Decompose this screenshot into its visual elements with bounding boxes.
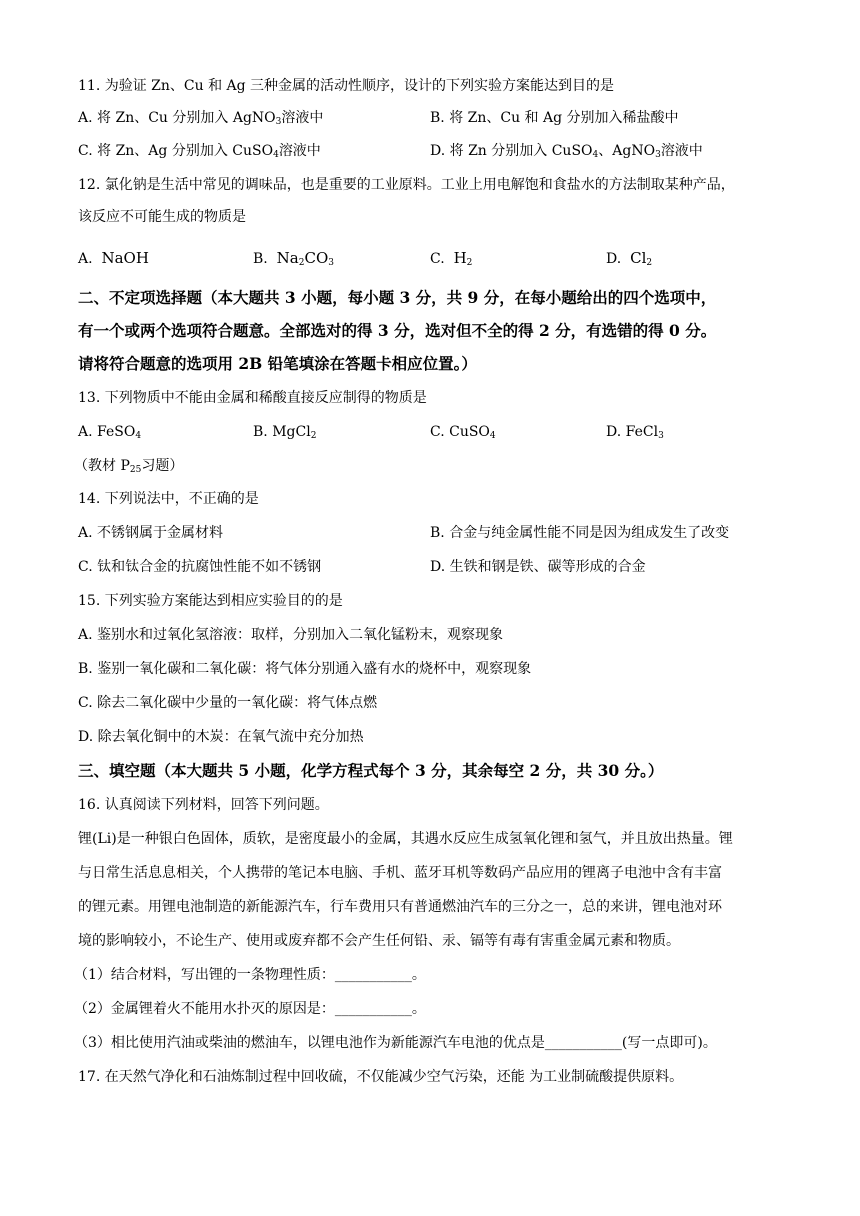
q11-option-a: A. 将 Zn、Cu 分别加入 AgNO$_3$溶液中 <box>78 110 324 127</box>
q15-stem: 15. 下列实验方案能达到相应实验目的的是 <box>78 593 343 609</box>
q12-option-d: D. $Cl_2$ <box>606 249 653 268</box>
q16-subquestion-1: （1）结合材料，写出锂的一条物理性质：___________。 <box>74 967 426 983</box>
q12-option-a: A. NaOH <box>78 249 149 267</box>
q12-stem-line2: 该反应不可能生成的物质是 <box>78 209 246 225</box>
q16-passage-line2: 与日常生活息息相关，个人携带的笔记本电脑、手机、蓝牙耳机等数码产品应用的锂离子电池中含有丰富 <box>78 865 722 881</box>
q12-stem-line1: 12. 氯化钠是生活中常见的调味品，也是重要的工业原料。工业上用电解饱和食盐水的方法制取某种产品， <box>78 177 735 193</box>
q13-note: （教材 $P_{25}$习题） <box>74 458 184 475</box>
q11-stem: 11. 为验证 Zn、Cu 和 Ag 三种金属的活动性顺序，设计的下列实验方案能达到目的是 <box>78 78 615 94</box>
q14-option-d: D. 生铁和钢是铁、碳等形成的合金 <box>430 559 646 575</box>
q11-option-c: C. 将 Zn、Ag 分别加入 CuSO$_4$溶液中 <box>78 143 321 160</box>
q12-option-c: C. $H_2$ <box>430 249 473 268</box>
section2-heading-line2: 有一个或两个选项符合题意。全部选对的得 3 分，选对但不全的得 2 分，有选错的得 0 分。 <box>78 321 717 340</box>
q16-subquestion-2: （2）金属锂着火不能用水扑灭的原因是：___________。 <box>74 1001 426 1017</box>
q15-option-c: C. 除去二氧化碳中少量的一氧化碳：将气体点燃 <box>78 695 378 711</box>
q11-option-b: B. 将 Zn、Cu 和 Ag 分别加入稀盐酸中 <box>430 110 679 126</box>
q17-stem: 17. 在天然气净化和石油炼制过程中回收硫，不仅能减少空气污染，还能 为工业制硫酸提供原料。 <box>78 1069 684 1085</box>
q13-stem: 13. 下列物质中不能由金属和稀酸直接反应制得的物质是 <box>78 390 427 406</box>
q15-option-b: B. 鉴别一氧化碳和二氧化碳：将气体分别通入盛有水的烧杯中，观察现象 <box>78 661 532 677</box>
section3-heading: 三、填空题（本大题共 5 小题，化学方程式每个 3 分，其余每空 2 分，共 30 分。） <box>78 761 664 780</box>
q14-option-b: B. 合金与纯金属性能不同是因为组成发生了改变 <box>430 525 730 541</box>
q16-passage-line1: 锂(Li)是一种银白色固体，质软，是密度最小的金属，其遇水反应生成氢氧化锂和氢气，并且放出热量。锂 <box>78 831 733 847</box>
q13-option-a: A. FeSO$_4$ <box>78 424 142 441</box>
section2-heading-line1: 二、不定项选择题（本大题共 3 小题，每小题 3 分，共 9 分，在每小题给出的四个选项中， <box>78 288 717 307</box>
q13-option-d: D. FeCl$_3$ <box>606 424 664 441</box>
q13-option-c: C. CuSO$_4$ <box>430 424 496 441</box>
q16-passage-line3: 的锂元素。用锂电池制造的新能源汽车，行车费用只有普通燃油汽车的三分之一，总的来讲，锂电池对环 <box>78 899 722 915</box>
q11-option-d: D. 将 Zn 分别加入 CuSO$_4$、AgNO$_3$溶液中 <box>430 143 703 160</box>
q15-option-d: D. 除去氧化铜中的木炭：在氧气流中充分加热 <box>78 729 364 745</box>
q15-option-a: A. 鉴别水和过氧化氢溶液：取样，分别加入二氧化锰粉末，观察现象 <box>78 627 504 643</box>
q12-option-b: B. $Na_2CO_3$ <box>253 249 334 268</box>
q13-option-b: B. MgCl$_2$ <box>253 424 317 441</box>
q14-option-a: A. 不锈钢属于金属材料 <box>78 525 224 541</box>
section2-heading-line3: 请将符合题意的选项用 2B 铅笔填涂在答题卡相应位置。） <box>78 354 477 373</box>
q16-subquestion-3: （3）相比使用汽油或柴油的燃油车，以锂电池作为新能源汽车电池的优点是___________(写一点即可)。 <box>74 1035 717 1051</box>
q16-stem: 16. 认真阅读下列材料，回答下列问题。 <box>78 797 329 813</box>
q16-passage-line4: 境的影响较小，不论生产、使用或废弃都不会产生任何铅、汞、镉等有毒有害重金属元素和物质。 <box>78 933 680 949</box>
q14-option-c: C. 钛和钛合金的抗腐蚀性能不如不锈钢 <box>78 559 322 575</box>
q14-stem: 14. 下列说法中，不正确的是 <box>78 491 259 507</box>
